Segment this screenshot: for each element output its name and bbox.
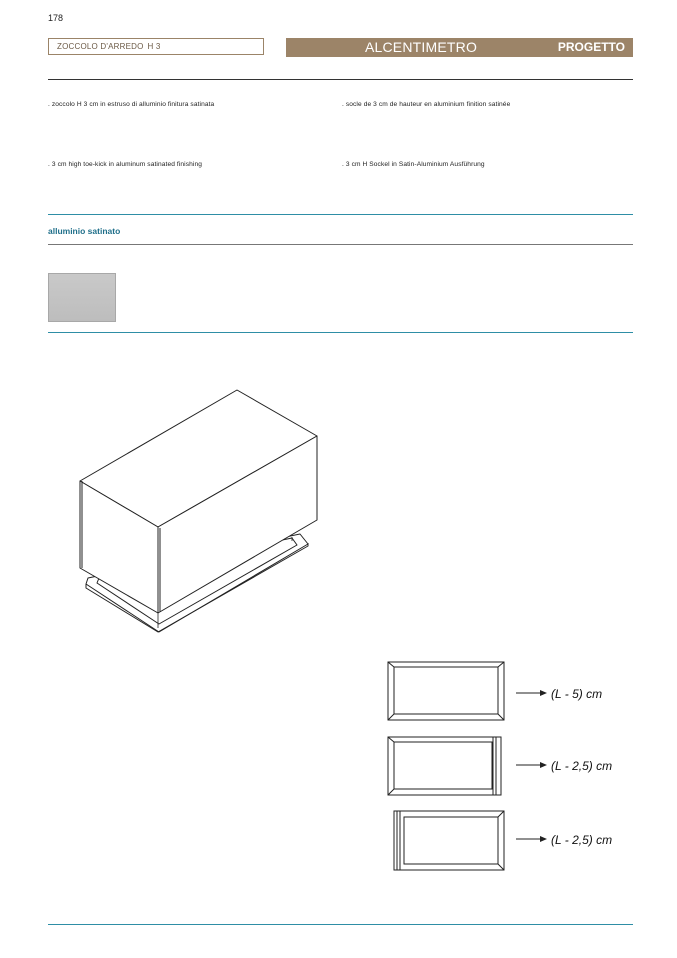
config-diagram-2 xyxy=(385,734,635,799)
brand-name: ALCENTIMETRO xyxy=(364,39,478,55)
config-diagram-3 xyxy=(385,808,635,873)
finish-title: alluminio satinato xyxy=(48,226,121,236)
description-german: . 3 cm H Sockel in Satin-Aluminium Ausführung xyxy=(342,161,485,168)
config-label-2: (L - 2,5) cm xyxy=(551,759,613,773)
page-number: 178 xyxy=(48,13,64,23)
footer-divider xyxy=(48,924,633,925)
config-label-1: (L - 5) cm xyxy=(551,687,603,701)
description-english: . 3 cm high toe-kick in aluminum satinated finishing xyxy=(48,161,202,168)
config-diagram-1 xyxy=(385,660,635,725)
product-code: ZOCCOLO D'ARREDO xyxy=(57,42,144,51)
description-french: . socle de 3 cm de hauteur en aluminium finition satinée xyxy=(342,101,511,108)
product-code-suffix: H 3 xyxy=(147,42,161,51)
description-italian: . zoccolo H 3 cm in estruso di alluminio finitura satinata xyxy=(48,101,215,108)
config-label-3: (L - 2,5) cm xyxy=(551,833,613,847)
section-label: PROGETTO xyxy=(557,40,625,54)
